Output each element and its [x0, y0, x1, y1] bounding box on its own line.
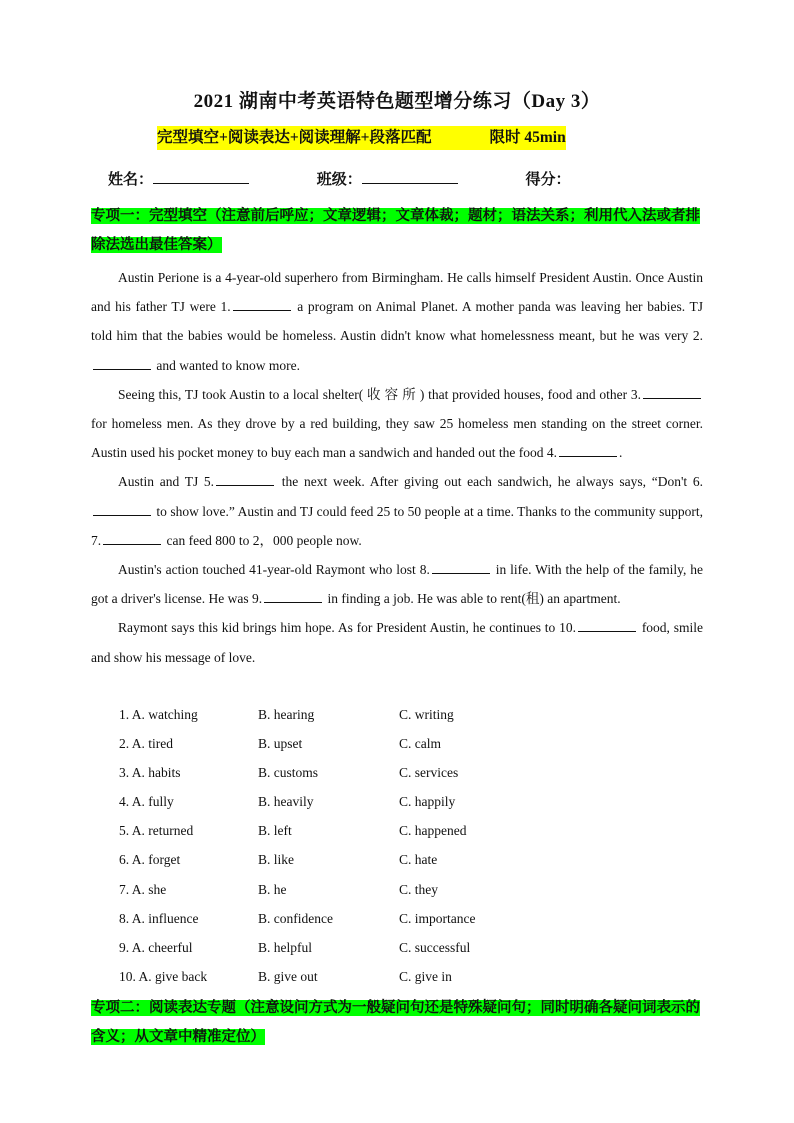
option-b[interactable]: B. he [258, 881, 287, 897]
passage-text: Raymont says this kid brings him hope. As for President Austin, he continues to 10. [118, 620, 576, 636]
option-c[interactable]: C. happily [399, 794, 456, 810]
passage-paragraph-5 [91, 613, 703, 671]
option-c[interactable]: C. successful [399, 939, 471, 955]
option-c[interactable]: C. calm [399, 736, 441, 752]
option-row [119, 962, 619, 991]
option-b[interactable]: B. confidence [258, 910, 333, 926]
passage-paragraph-2 [91, 380, 703, 468]
option-c[interactable]: C. happened [399, 823, 467, 839]
option-b[interactable]: B. helpful [258, 939, 312, 955]
passage-paragraph-3 [91, 467, 703, 555]
blank-10[interactable] [578, 619, 636, 632]
passage-text: Austin Perione is a 4-year-old superhero from Birmingham. He calls himself President Austin. Once Austin and his father TJ were 1. [91, 270, 703, 315]
section1-heading [91, 202, 703, 260]
option-a[interactable]: 5. A. returned [119, 823, 194, 839]
section2-heading-text: 专项二：阅读表达专题（注意设问方式为一般疑问句还是特殊疑问句；同时明确各疑问词表示的含义；从文章中精准定位） [91, 1000, 700, 1045]
passage-text: a program on Animal Planet. A mother panda was leaving her babies. TJ told him that the babies would be homeless. Austin didn't know what homelessness meant, but he was very 2. [91, 299, 703, 344]
option-a[interactable]: 8. A. influence [119, 910, 199, 926]
passage-text: and wanted to know more. [153, 357, 300, 373]
blank-5[interactable] [216, 473, 274, 486]
option-a[interactable]: 3. A. habits [119, 765, 181, 781]
option-a[interactable]: 9. A. cheerful [119, 939, 193, 955]
option-row [119, 875, 619, 904]
blank-3[interactable] [643, 386, 701, 399]
option-c[interactable]: C. they [399, 881, 438, 897]
passage-text: food, smile and show his message of love. [91, 620, 703, 665]
score-label: 得分： [525, 172, 571, 188]
option-row [119, 700, 619, 729]
option-a[interactable]: 6. A. forget [119, 852, 181, 868]
blank-2[interactable] [93, 357, 151, 370]
option-b[interactable]: B. like [258, 852, 294, 868]
passage-text: for homeless men. As they drove by a red building, they saw 25 homeless men standing on the street corner. Austin used his pocket money to buy each man a sandwich and handed out the food 4. [91, 416, 703, 461]
blank-9[interactable] [264, 590, 322, 603]
name-blank[interactable] [153, 169, 249, 184]
passage-text: Austin's action touched 41-year-old Raymont who lost 8. [118, 562, 430, 578]
option-b[interactable]: B. hearing [258, 707, 315, 722]
option-c[interactable]: C. hate [399, 852, 438, 868]
blank-7[interactable] [103, 532, 161, 545]
option-c[interactable]: C. services [399, 765, 459, 781]
class-blank[interactable] [362, 169, 458, 184]
passage-text: can feed 800 to 2，000 people now. [163, 532, 362, 548]
section2-heading [91, 994, 703, 1052]
blank-1[interactable] [233, 298, 291, 311]
option-row [119, 904, 619, 933]
page-title: 2021 湖南中考英语特色题型增分练习（Day 3） [193, 91, 601, 112]
option-c[interactable]: C. writing [399, 707, 454, 722]
cloze-passage [91, 263, 703, 672]
option-row [119, 816, 619, 845]
option-row [119, 933, 619, 962]
section1-heading-text: 专项一：完型填空（注意前后呼应；文章逻辑；文章体裁；题材；语法关系；利用代入法或者排除法选出最佳答案） [91, 208, 700, 253]
option-a[interactable]: 7. A. she [119, 881, 167, 897]
option-b[interactable]: B. upset [258, 736, 303, 752]
option-b[interactable]: B. give out [258, 968, 318, 984]
option-row [119, 787, 619, 816]
passage-paragraph-4 [91, 555, 703, 613]
option-b[interactable]: B. left [258, 823, 292, 839]
option-b[interactable]: B. customs [258, 765, 319, 781]
passage-text: in finding a job. He was able to rent(租) an apartment. [324, 591, 621, 607]
option-c[interactable]: C. give in [399, 968, 452, 984]
option-a[interactable]: 4. A. fully [119, 794, 174, 810]
blank-6[interactable] [93, 503, 151, 516]
subtitle-text: 完型填空+阅读表达+阅读理解+段落匹配 [157, 129, 432, 146]
option-a[interactable]: 2. A. tired [119, 736, 173, 752]
class-label: 班级： [316, 172, 362, 188]
passage-paragraph-1 [91, 263, 703, 380]
passage-text: to show love.” Austin and TJ could feed 25 to 50 people at a time. Thanks to the community support, 7. [91, 503, 703, 548]
passage-text: . [619, 445, 623, 461]
option-row [119, 845, 619, 874]
blank-4[interactable] [559, 444, 617, 457]
name-label: 姓名： [108, 172, 154, 188]
student-info-line [108, 168, 571, 189]
option-c[interactable]: C. importance [399, 910, 476, 926]
option-a[interactable]: 1. A. watching [119, 707, 198, 722]
subtitle-banner [157, 126, 566, 150]
answer-options [119, 700, 619, 991]
option-a[interactable]: 10. A. give back [119, 968, 208, 984]
passage-text: in life. With the help of the family, he got a driver's license. He was 9. [91, 562, 703, 607]
option-b[interactable]: B. heavily [258, 794, 314, 810]
time-limit-label: 限时 [489, 129, 521, 146]
passage-text: Austin and TJ 5. [118, 474, 215, 490]
option-row [119, 758, 619, 787]
passage-text: Seeing this, TJ took Austin to a local shelter( 收 容 所 ) that provided houses, food and other 3. [118, 386, 641, 402]
passage-text: the next week. After giving out each sandwich, he always says, “Don't 6. [276, 474, 703, 490]
option-row [119, 729, 619, 758]
blank-8[interactable] [432, 561, 490, 574]
time-limit-value: 45min [524, 129, 566, 146]
